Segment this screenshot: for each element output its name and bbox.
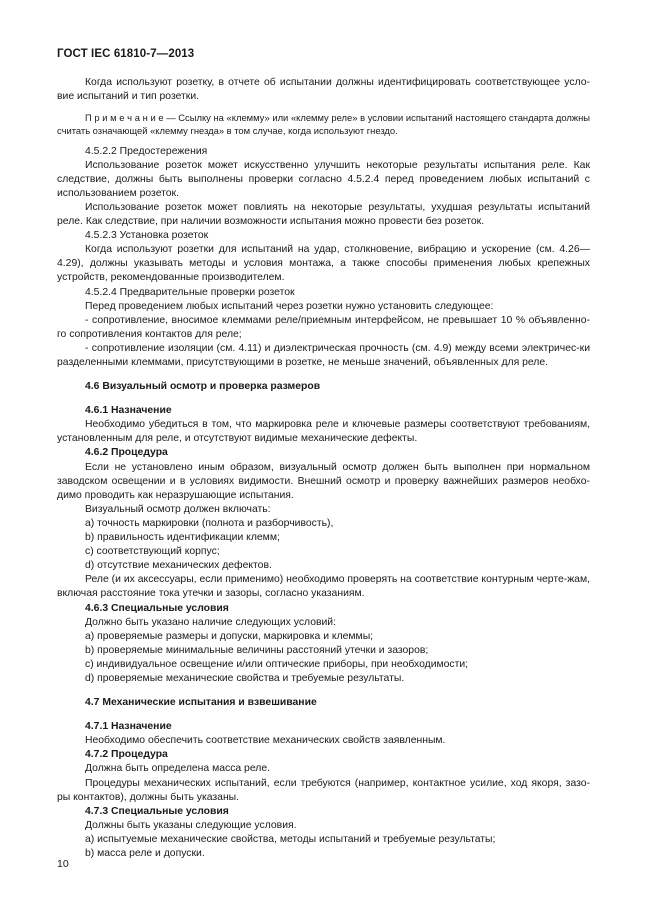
subsection-heading: 4.5.2.2 Предостережения [85, 145, 208, 157]
paragraph: Должна быть определена масса реле. [85, 763, 270, 775]
list-item: b) правильность идентификации клемм; [85, 532, 280, 544]
paragraph: Необходимо убедиться в том, что маркировка реле и ключевые размеры соответствуют требованиям, установленным для реле, и отсутствуют видимые механические дефекты. [57, 419, 590, 445]
subsection-heading: 4.5.2.4 Предварительные проверки розеток [85, 286, 295, 298]
section-heading: 4.6 Визуальный осмотр и проверка размеров [85, 381, 321, 393]
paragraph: Должны быть указаны следующие условия. [85, 819, 297, 831]
list-item: a) точность маркировки (полнота и разборчивость), [85, 517, 334, 529]
list-item: - сопротивление изоляции (см. 4.11) и диэлектрическая прочность (см. 4.9) между всеми электричес-ки разделенными клеммами, присутствующими в розетке, не меньше значений, объявленных для реле. [57, 342, 590, 368]
document-header: ГОСТ IEC 61810-7—2013 [57, 48, 195, 60]
paragraph: Когда используют розетку, в отчете об испытании должны идентифицировать соответствующее усло-вие испытаний и тип розетки. [57, 77, 590, 103]
paragraph: Реле (и их аксессуары, если применимо) необходимо проверять на соответствие контурным черте-жам, включая расстояние тока утечки и зазоры, согласно указаниям. [57, 574, 590, 600]
list-item: c) индивидуальное освещение и/или оптические приборы, при необходимости; [85, 658, 469, 670]
subsection-heading: 4.6.1 Назначение [85, 405, 172, 417]
paragraph: Необходимо обеспечить соответствие механических свойств заявленным. [85, 735, 446, 747]
paragraph: Когда используют розетки для испытаний на удар, столкновение, вибрацию и ускорение (см. 4.26—4.29), должны указывать методы и условия монтажа, а также способы применения любых крепежных устройств, рекомендованные производителем. [57, 244, 590, 284]
paragraph: Если не установлено иным образом, визуальный осмотр должен быть выполнен при нормальном заводском освещении и в условиях видимости. Внешний осмотр и проверку важнейших размеров необхо-димо проводить как неразрушающие испытания. [57, 461, 590, 501]
list-item: b) проверяемые минимальные величины расстояний утечки и зазоров; [85, 644, 429, 656]
subsection-heading: 4.7.2 Процедура [85, 749, 168, 761]
subsection-heading: 4.6.3 Специальные условия [85, 602, 229, 614]
paragraph: Использование розеток может повлиять на некоторые результаты, ухудшая результаты испытаний реле. Как следствие, при наличии возможности испытания можно провести без розеток. [57, 201, 590, 228]
subsection-heading: 4.7.1 Назначение [85, 721, 172, 733]
list-item: a) испытуемые механические свойства, методы испытаний и требуемые результаты; [85, 833, 496, 845]
paragraph: Должно быть указано наличие следующих условий: [85, 616, 336, 628]
list-item: b) масса реле и допуски. [85, 848, 205, 859]
paragraph: Процедуры механических испытаний, если требуются (например, контактное усилие, ход якоря, зазо-ры контактов), должны быть указаны. [57, 777, 590, 803]
paragraph: Использование розеток может искусственно улучшить некоторые результаты испытания реле. Как следствие, должны быть выполнены проверки согласно 4.5.2.4 перед проведением любых испытаний с использованием розеток. [57, 159, 590, 199]
page-number: 10 [57, 858, 69, 870]
list-item: - сопротивление, вносимое клеммами реле/приемным интерфейсом, не превышает 10 % объявленно-го сопротивления контактов для реле; [57, 314, 590, 340]
subsection-heading: 4.6.2 Процедура [85, 447, 168, 459]
list-item: d) отсутствие механических дефектов. [85, 560, 272, 572]
paragraph: Перед проведением любых испытаний через розетки нужно установить следующее: [85, 300, 494, 312]
list-item: a) проверяемые размеры и допуски, маркировка и клеммы; [85, 630, 374, 642]
paragraph: Визуальный осмотр должен включать: [85, 503, 271, 515]
section-heading: 4.7 Механические испытания и взвешивание [85, 697, 317, 709]
subsection-heading: 4.5.2.3 Установка розеток [85, 230, 209, 242]
list-item: d) проверяемые механические свойства и требуемые результаты. [85, 672, 405, 684]
subsection-heading: 4.7.3 Специальные условия [85, 805, 229, 817]
document-body [57, 76, 590, 861]
list-item: c) соответствующий корпус; [85, 546, 220, 558]
note: П р и м е ч а н и е — Ссылку на «клемму» или «клемму реле» в условии испытаний настоящего стандарта должны считать означающей «клемму гнезда» в том случае, когда используют гнездо. [57, 112, 590, 137]
